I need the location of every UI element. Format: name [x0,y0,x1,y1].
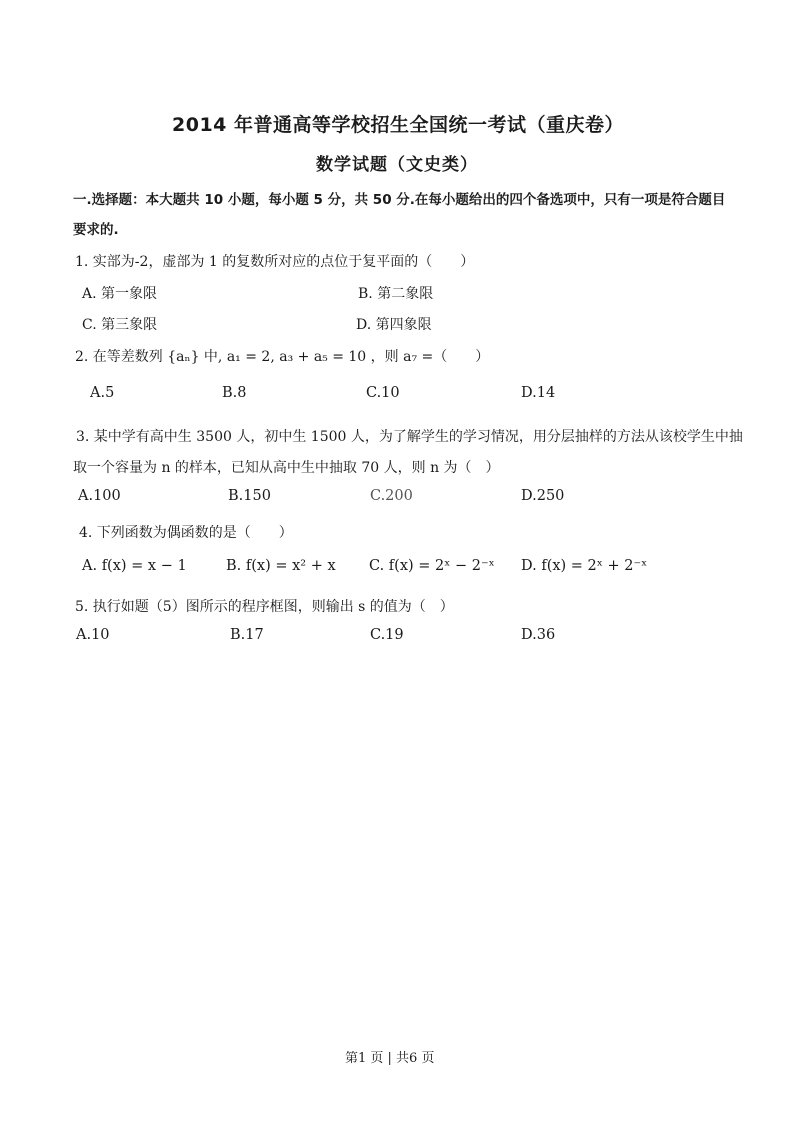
page-footer: 第1 页 | 共6 页 [345,1051,435,1066]
question-1-option-c: C. 第三象限 [82,317,158,333]
question-2-option-a: A.5 [90,385,115,401]
section-instruction-line1: 一.选择题：本大题共 10 小题，每小题 5 分，共 50 分.在每小题给出的四个备选项中，只有一项是符合题目 [73,192,726,208]
question-1-option-d: D. 第四象限 [356,317,432,333]
exam-title: 2014 年普通高等学校招生全国统一考试（重庆卷） [172,114,624,136]
question-3-option-b: B.150 [228,488,271,504]
question-1-option-a: A. 第一象限 [82,286,158,302]
question-4-option-b: B. f(x) = x² + x [226,558,336,574]
question-5-option-d: D.36 [521,627,556,643]
question-1-stem: 1. 实部为-2，虚部为 1 的复数所对应的点位于复平面的（ ） [75,254,475,270]
section-instruction-line2: 要求的. [73,222,119,238]
question-2-option-d: D.14 [521,385,556,401]
question-5-stem: 5. 执行如题（5）图所示的程序框图，则输出 s 的值为（ ） [75,599,454,615]
question-4-option-a: A. f(x) = x − 1 [82,558,187,574]
question-5-option-a: A.10 [76,627,110,643]
question-1-option-b: B. 第二象限 [358,286,434,302]
question-4-option-c: C. f(x) = 2ˣ − 2⁻ˣ [369,558,495,574]
question-4-stem: 4. 下列函数为偶函数的是（ ） [79,525,293,541]
question-2-option-c: C.10 [366,385,400,401]
question-3-stem-line2: 取一个容量为 n 的样本，已知从高中生中抽取 70 人，则 n 为（ ） [73,460,500,476]
question-5-option-b: B.17 [230,627,264,643]
question-3-stem-line1: 3. 某中学有高中生 3500 人，初中生 1500 人，为了解学生的学习情况，用分层抽样的方法从该校学生中抽 [76,429,743,445]
question-5-option-c: C.19 [370,627,404,643]
question-2-option-b: B.8 [222,385,247,401]
exam-subtitle: 数学试题（文史类） [316,155,478,175]
question-3-option-a: A.100 [78,488,121,504]
question-2-stem: 2. 在等差数列 {aₙ} 中, a₁ = 2, a₃ + a₅ = 10 ，则 a₇ =（ ） [75,349,490,365]
question-4-option-d: D. f(x) = 2ˣ + 2⁻ˣ [521,558,648,574]
question-3-option-c: C.200 [370,488,413,504]
question-3-option-d: D.250 [521,488,565,504]
